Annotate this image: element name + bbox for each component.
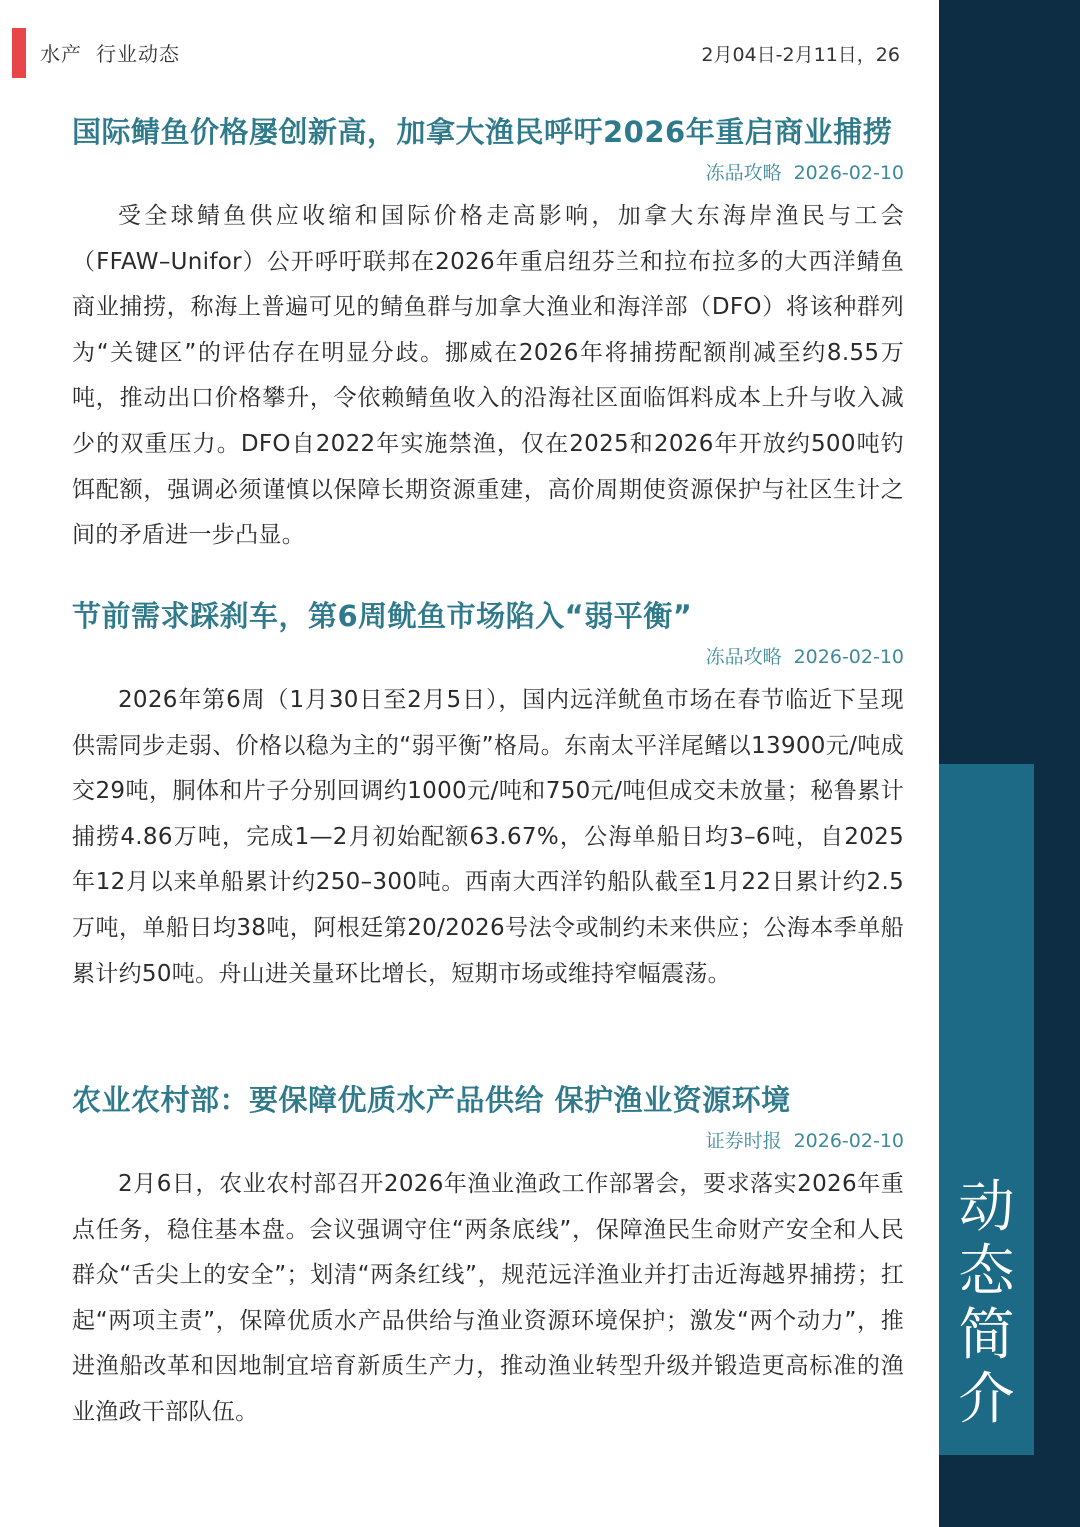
header-date-range: 2月04日-2月11日，26 (701, 44, 900, 66)
article-source: 证券时报 (705, 1130, 782, 1152)
article-date: 2026-02-10 (793, 1130, 904, 1152)
article-source: 冻品攻略 (705, 646, 782, 668)
article-title: 国际鲭鱼价格屡创新高，加拿大渔民呼吁2026年重启商业捕捞 (72, 115, 893, 149)
article-meta (72, 1128, 904, 1154)
side-title-char: 简 (958, 1303, 1015, 1368)
article-meta (72, 644, 904, 670)
article-body: 2026年第6周（1月30日至2月5日），国内远洋鱿鱼市场在春节临近下呈现供需同步走弱、价格以稳为主的“弱平衡”格局。东南太平洋尾鳍以13900元/吨成交29吨，胴体和片子分别回调约1000元/吨和750元/吨但成交未放量；秘鲁累计捕捞4.86万吨，完成1—2月初始配额63.67%，公海单船日均3–6吨，自2025年12月以来单船累计约250–300吨。西南大西洋钓船队截至1月22日累计约2.5万吨，单船日均38吨，阿根廷第20/2026号法令或制约未来供应；公海本季单船累计约50吨。舟山进关量环比增长，短期市场或维持窄幅震荡。 (72, 687, 904, 987)
side-title-char: 动 (958, 1175, 1015, 1240)
header-category: 水产 (40, 42, 82, 66)
side-panel-title (939, 1176, 1034, 1432)
article-title: 节前需求踩刹车，第6周鱿鱼市场陷入“弱平衡” (72, 599, 693, 633)
article-title: 农业农村部：要保障优质水产品供给 保护渔业资源环境 (72, 1083, 791, 1117)
article-body: 受全球鲭鱼供应收缩和国际价格走高影响，加拿大东海岸渔民与工会（FFAW–Unifor）公开呼吁联邦在2026年重启纽芬兰和拉布拉多的大西洋鲭鱼商业捕捞，称海上普遍可见的鲭鱼群与加拿大渔业和海洋部（DFO）将该种群列为“关键区”的评估存在明显分歧。挪威在2026年将捕捞配额削减至约8.55万吨，推动出口价格攀升，令依赖鲭鱼收入的沿海社区面临饵料成本上升与收入减少的双重压力。DFO自2022年实施禁渔，仅在2025和2026年开放约500吨钓饵配额，强调必须谨慎以保障长期资源重建，高价周期使资源保护与社区生计之间的矛盾进一步凸显。 (72, 203, 904, 549)
article-date: 2026-02-10 (793, 162, 904, 184)
article-meta (72, 160, 904, 186)
header-section-label (40, 38, 180, 67)
article-body: 2月6日，农业农村部召开2026年渔业渔政工作部署会，要求落实2026年重点任务，稳住基本盘。会议强调守住“两条底线”，保障渔民生命财产安全和人民群众“舌尖上的安全”；划清“两条红线”，规范远洋渔业并打击近海越界捕捞；扛起“两项主责”，保障优质水产品供给与渔业资源环境保护；激发“两个动力”，推进渔船改革和因地制宜培育新质生产力，推动渔业转型升级并锻造更高标准的渔业渔政干部队伍。 (72, 1171, 904, 1425)
side-title-char: 态 (958, 1239, 1015, 1304)
news-article (72, 112, 904, 559)
news-article (72, 1080, 904, 1436)
article-source: 冻品攻略 (705, 162, 782, 184)
side-title-char: 介 (958, 1367, 1015, 1432)
header-accent-bar (12, 28, 26, 78)
article-date: 2026-02-10 (793, 646, 904, 668)
header-section: 行业动态 (96, 42, 180, 66)
news-article (72, 596, 904, 997)
